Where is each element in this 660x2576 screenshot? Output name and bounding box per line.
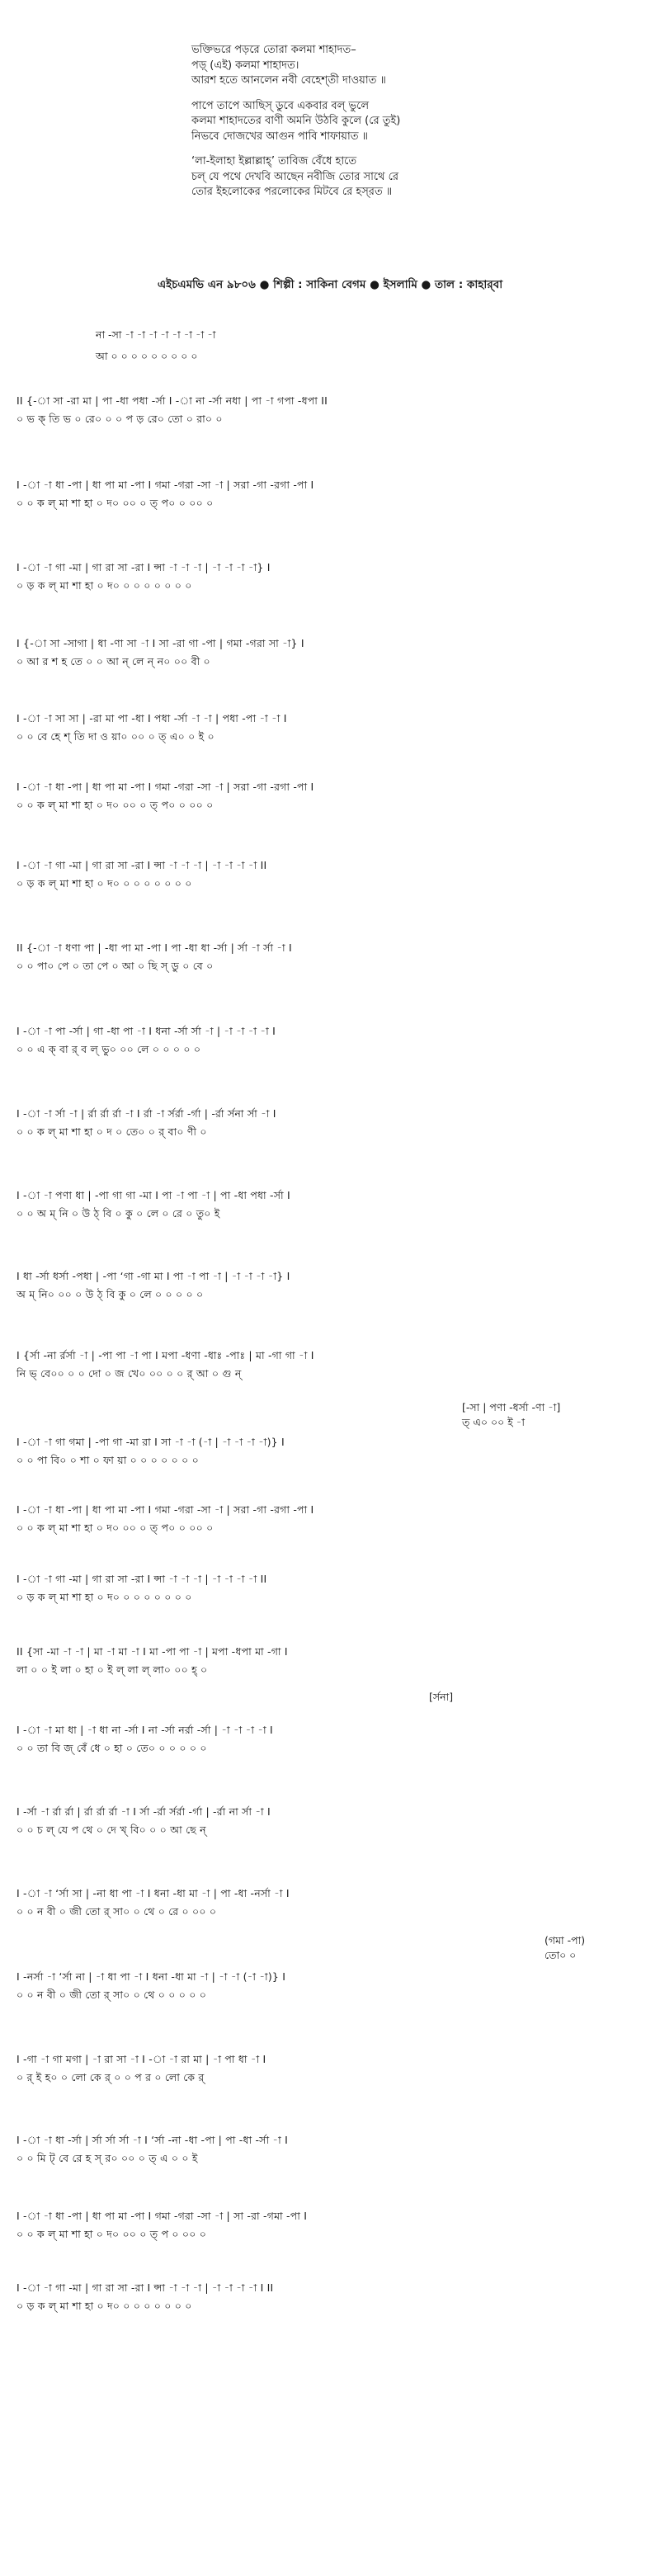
swara-line: I -া -া ধা -র্সা | র্সা র্সা র্সা -া I ‘র্সা -না -ধা -পা | পা -ধা -র্সা -া I [16, 2134, 288, 2146]
swara-line: I -নর্সা -া ‘র্সা না | -া ধা পা -া I ধনা -ধা মা -া | -া -া (-া -া)} I [16, 1970, 286, 1983]
swara-line: I -া -া ধা -পা | ধা পা মা -পা I গমা -গরা -সা -া | সরা -গা -রগা -পা I [16, 479, 314, 491]
swara-line: I -া -া গা গমা | -পা গা -মা রা I সা -া -া (-া | -া -া -া -া)} I [16, 1436, 285, 1448]
swara-line: I -া -া মা ধা | -া ধা না -র্সা I না -র্সা নর্রা -র্সা | -া -া -া -া I [16, 1724, 273, 1736]
lyric-syllables: লা ০ ০ ই লা ০ হা ০ ই ল্ লা ল্ লা০ ০০ হ্ ০ [16, 1663, 208, 1676]
swara-line: I -র্সা -া র্রা র্রা | র্রা র্রা র্রা -া I র্সা -র্রা র্সর্রা -র্গা | -র্রা না র্সা -া I [16, 1805, 271, 1818]
lyric-syllables: ০ আ র শ হ তে ০ ০ আ ন্ লে ন্ ন০ ০০ বী ০ [16, 655, 210, 668]
lyric-syllables: ০ ০ বে হে শ্ তি দা ও য়া০ ০০ ০ ত্ এ০ ০ ই ০ [16, 730, 214, 743]
lyric-line: চল্‌ যে পথে দেখবি আছেন নবীজি তোর সাথে রে [191, 170, 399, 183]
variant-note: [র্সনা] [429, 1691, 454, 1703]
swara-line: I -া -া গা -মা | গা রা সা -রা I ন্সা -া -া -া | -া -া -া -া} I [16, 561, 271, 573]
lyric-syllables: ০ ড় ক ল্ মা শা হা ০ দ০ ০ ০ ০ ০ ০ ০ ০ [16, 579, 192, 592]
lyric-syllables: ০ ০ ন বী ০ জী তো র্ সা০ ০ থে ০ রে ০ ০০ ০ [16, 1905, 217, 1918]
swara-line: II {-া -া ধণা পা | -ধা পা মা -পা I পা -ধা ধা -র্সা | র্সা -া র্সা -া I [16, 941, 292, 954]
lyric-line: ভক্তিভরে পড়রে তোরা কলমা শাহাদত– [191, 44, 356, 56]
lyric-syllables: ০ ০ অ ম্ নি ০ উ ঠ্ বি ০ কু ০ লে ০ রে ০ তু০ ই [16, 1207, 220, 1220]
song-lyrics [191, 43, 521, 210]
swara-line: I -া -া ধা -পা | ধা পা মা -পা I গমা -গরা -সা -া | সরা -গা -রগা -পা I [16, 1503, 314, 1516]
lyric-line: পাপে তাপে আছিস্‌ ডুবে একবার বল্‌ ভুলে [191, 99, 370, 112]
lyric-syllables: ০ ০ চ ল্ যে প থে ০ দে খ্ বি০ ০ ০ আ ছে ন্ [16, 1823, 206, 1836]
variant-note: তো০ ০ [544, 1949, 577, 1961]
lyric-syllables: ০ ড় ক ল্ মা শা হা ০ দ০ ০ ০ ০ ০ ০ ০ ০ [16, 1591, 192, 1603]
lyric-syllables: নি ভ্ বে০০ ০ ০ দো ০ জ খে০ ০০ ০ ০ র্ আ ০ গু ন্ [16, 1367, 242, 1380]
lyric-syllables: অ ম্ নি০ ০০ ০ উ ঠ্ বি কু ০ লে ০ ০ ০ ০ ০ [16, 1288, 204, 1300]
lyric-syllables: ০ ০ ক ল্ মা শা হা ০ দ০ ০০ ০ ত্ প০ ০ ০০ ০ [16, 1522, 214, 1534]
swara-line: II {সা -মা -া -া | মা -া মা -া I মা -পা পা -া | মপা -ধপা মা -গা I [16, 1645, 288, 1658]
variant-note: [-সা | পণা -ধর্সা -ণা -া] [462, 1401, 561, 1413]
lyric-syllables: ০ ০ ক ল্ মা শা হা ০ দ০ ০০ ০ ত্ প০ ০ ০০ ০ [16, 497, 214, 509]
lyric-line: ‘লা-ইলাহা ইল্লাল্লাহ্’ তাবিজ বেঁধে হাতে [191, 155, 357, 167]
lyric-line: নিভবে দোজখের আগুন পাবি শাফায়াত ॥ [191, 130, 368, 143]
swara-line: I {র্সা -না র্রর্সা -া | -পা পা -া পা I মপা -ধণা -ধাঃ -পাঃ | মা -গা গা -া I [16, 1349, 314, 1361]
swara-line: I -া -া গা -মা | গা রা সা -রা I ন্সা -া -া -া | -া -া -া -া II [16, 1573, 267, 1585]
variant-note: (গমা -পা) [544, 1934, 586, 1946]
swara-line: I -া -া ‘র্সা সা | -না ধা পা -া I ধনা -ধা মা -া | পা -ধা -নর্সা -া I [16, 1887, 290, 1899]
lyric-syllables: ০ ০ পা বি০ ০ শা ০ ফা য়া ০ ০ ০ ০ ০ ০ ০ [16, 1454, 199, 1466]
swara-line: I -া -া গা -মা | গা রা সা -রা I ন্সা -া -া -া | -া -া -া -া II [16, 859, 267, 871]
swara-line: I -া -া র্সা -া | র্রা র্রা র্রা -া I র্রা -া র্সর্রা -র্গা | -র্রা র্সনা র্সা -া I [16, 1107, 276, 1120]
swara-line: I -া -া পণা ধা | -পা গা গা -মা I পা -া পা -া | পা -ধা পধা -র্সা I [16, 1189, 290, 1201]
lyric-line: পড়্ (এই) কলমা শাহাদত। [191, 59, 299, 72]
lyric-syllables: ০ ভ ক্ তি ভ ০ রে০ ০ ০ প ড় রে০ তো ০ রা০ ০ [16, 413, 223, 425]
intro-swara: না -সা -া -া -া -া -া -া -া -া [96, 328, 216, 341]
lyric-line: আরশ হতে আনলেন নবী বেহেশ্‌তী দাওয়াত ॥ [191, 74, 386, 87]
lyric-syllables: ০ ড় ক ল্ মা শা হা ০ দ০ ০ ০ ০ ০ ০ ০ ০ [16, 2300, 192, 2312]
lyric-line: তোর ইহলোকের পরলোকের মিটবে রে হস্‌রত ॥ [191, 186, 393, 198]
lyric-syllables: ০ ০ মি ট্ বে রে হ স্ র০ ০০ ০ ত্ এ ০ ০ ই [16, 2152, 198, 2164]
intro-lyric: আ ০ ০ ০ ০ ০ ০ ০ ০ ০ [96, 350, 198, 362]
lyric-syllables: ০ ০ ক ল্ মা শা হা ০ দ ০ তে০ ০ র্ বা০ ণী ০ [16, 1125, 207, 1138]
lyric-syllables: ০ ড় ক ল্ মা শা হা ০ দ০ ০ ০ ০ ০ ০ ০ ০ [16, 877, 192, 889]
swara-line: I -া -া গা -মা | গা রা সা -রা I ন্সা -া -া -া | -া -া -া -া I II [16, 2281, 274, 2294]
lyric-syllables: ০ ০ পা০ পে ০ তা পে ০ আ ০ ছি স্ ডু ০ বে ০ [16, 960, 214, 972]
lyric-syllables: ০ ০ তা বি জ্ বেঁ ধে ০ হা ০ তে০ ০ ০ ০ ০ ০ [16, 1742, 207, 1754]
lyric-syllables: ০ র্ ই হ০ ০ লো কে র্ ০ ০ প র ০ লো কে র্ [16, 2071, 205, 2083]
intro-line [96, 328, 216, 366]
lyric-stanza [191, 43, 521, 89]
swara-line: I -া -া সা সা | -রা মা পা -ধা I পধা -র্সা -া -া | পধা -পা -া -া I [16, 712, 287, 724]
lyric-stanza [191, 99, 521, 145]
lyric-syllables: ০ ০ ন বী ০ জী তো র্ সা০ ০ থে ০ ০ ০ ০ ০ [16, 1989, 207, 2001]
lyric-syllables: ০ ০ ক ল্ মা শা হা ০ দ০ ০০ ০ ত্ প০ ০ ০০ ০ [16, 799, 214, 811]
lyric-syllables: ০ ০ এ ক্ বা র্ ব ল্ ভু০ ০০ লে ০ ০ ০ ০ ০ [16, 1043, 201, 1055]
swara-line: I ধা -র্সা ধর্সা -পধা | -পা ‘গা -গা মা I পা -া পা -া | -া -া -া -া} I [16, 1270, 290, 1282]
song-meta-line: এইচএমভি এন ৯৮০৬ ● শিল্পী : সাকিনা বেগম ● ইসলামি ● তাল : কাহার্‌বা [157, 278, 503, 291]
swara-line: I -গা -া গা মগা | -া রা সা -া I -া -া রা মা | -া পা ধা -া I [16, 2053, 266, 2065]
swara-line: I -া -া ধা -পা | ধা পা মা -পা I গমা -গরা -সা -া | সরা -গা -রগা -পা I [16, 781, 314, 793]
variant-note: ত্ এ০ ০০ ই -া [462, 1416, 525, 1428]
swara-line: I -া -া ধা -পা | ধা পা মা -পা I গমা -গরা -সা -া | সা -রা -গমা -পা I [16, 2210, 308, 2222]
swara-line: I {-া সা -সাগা | ধা -ণা সা -া I সা -রা গা -পা | গমা -গরা সা -া} I [16, 637, 304, 649]
lyric-line: কলমা শাহাদতের বাণী অমনি উঠবি কুলে (রে তুই) [191, 115, 401, 127]
swara-line: I -া -া পা -র্সা | গা -ধা পা -া I ধনা -র্সা র্সা -া | -া -া -া -া I [16, 1025, 276, 1037]
swara-line: II {-া সা -রা মা | পা -ধা পধা -র্সা I -া না -র্সা নধা | পা -া গপা -ধপা II [16, 394, 328, 407]
lyric-stanza [191, 154, 521, 201]
lyric-syllables: ০ ০ ক ল্ মা শা হা ০ দ০ ০০ ০ ত্ প ০ ০০ ০ [16, 2228, 207, 2240]
